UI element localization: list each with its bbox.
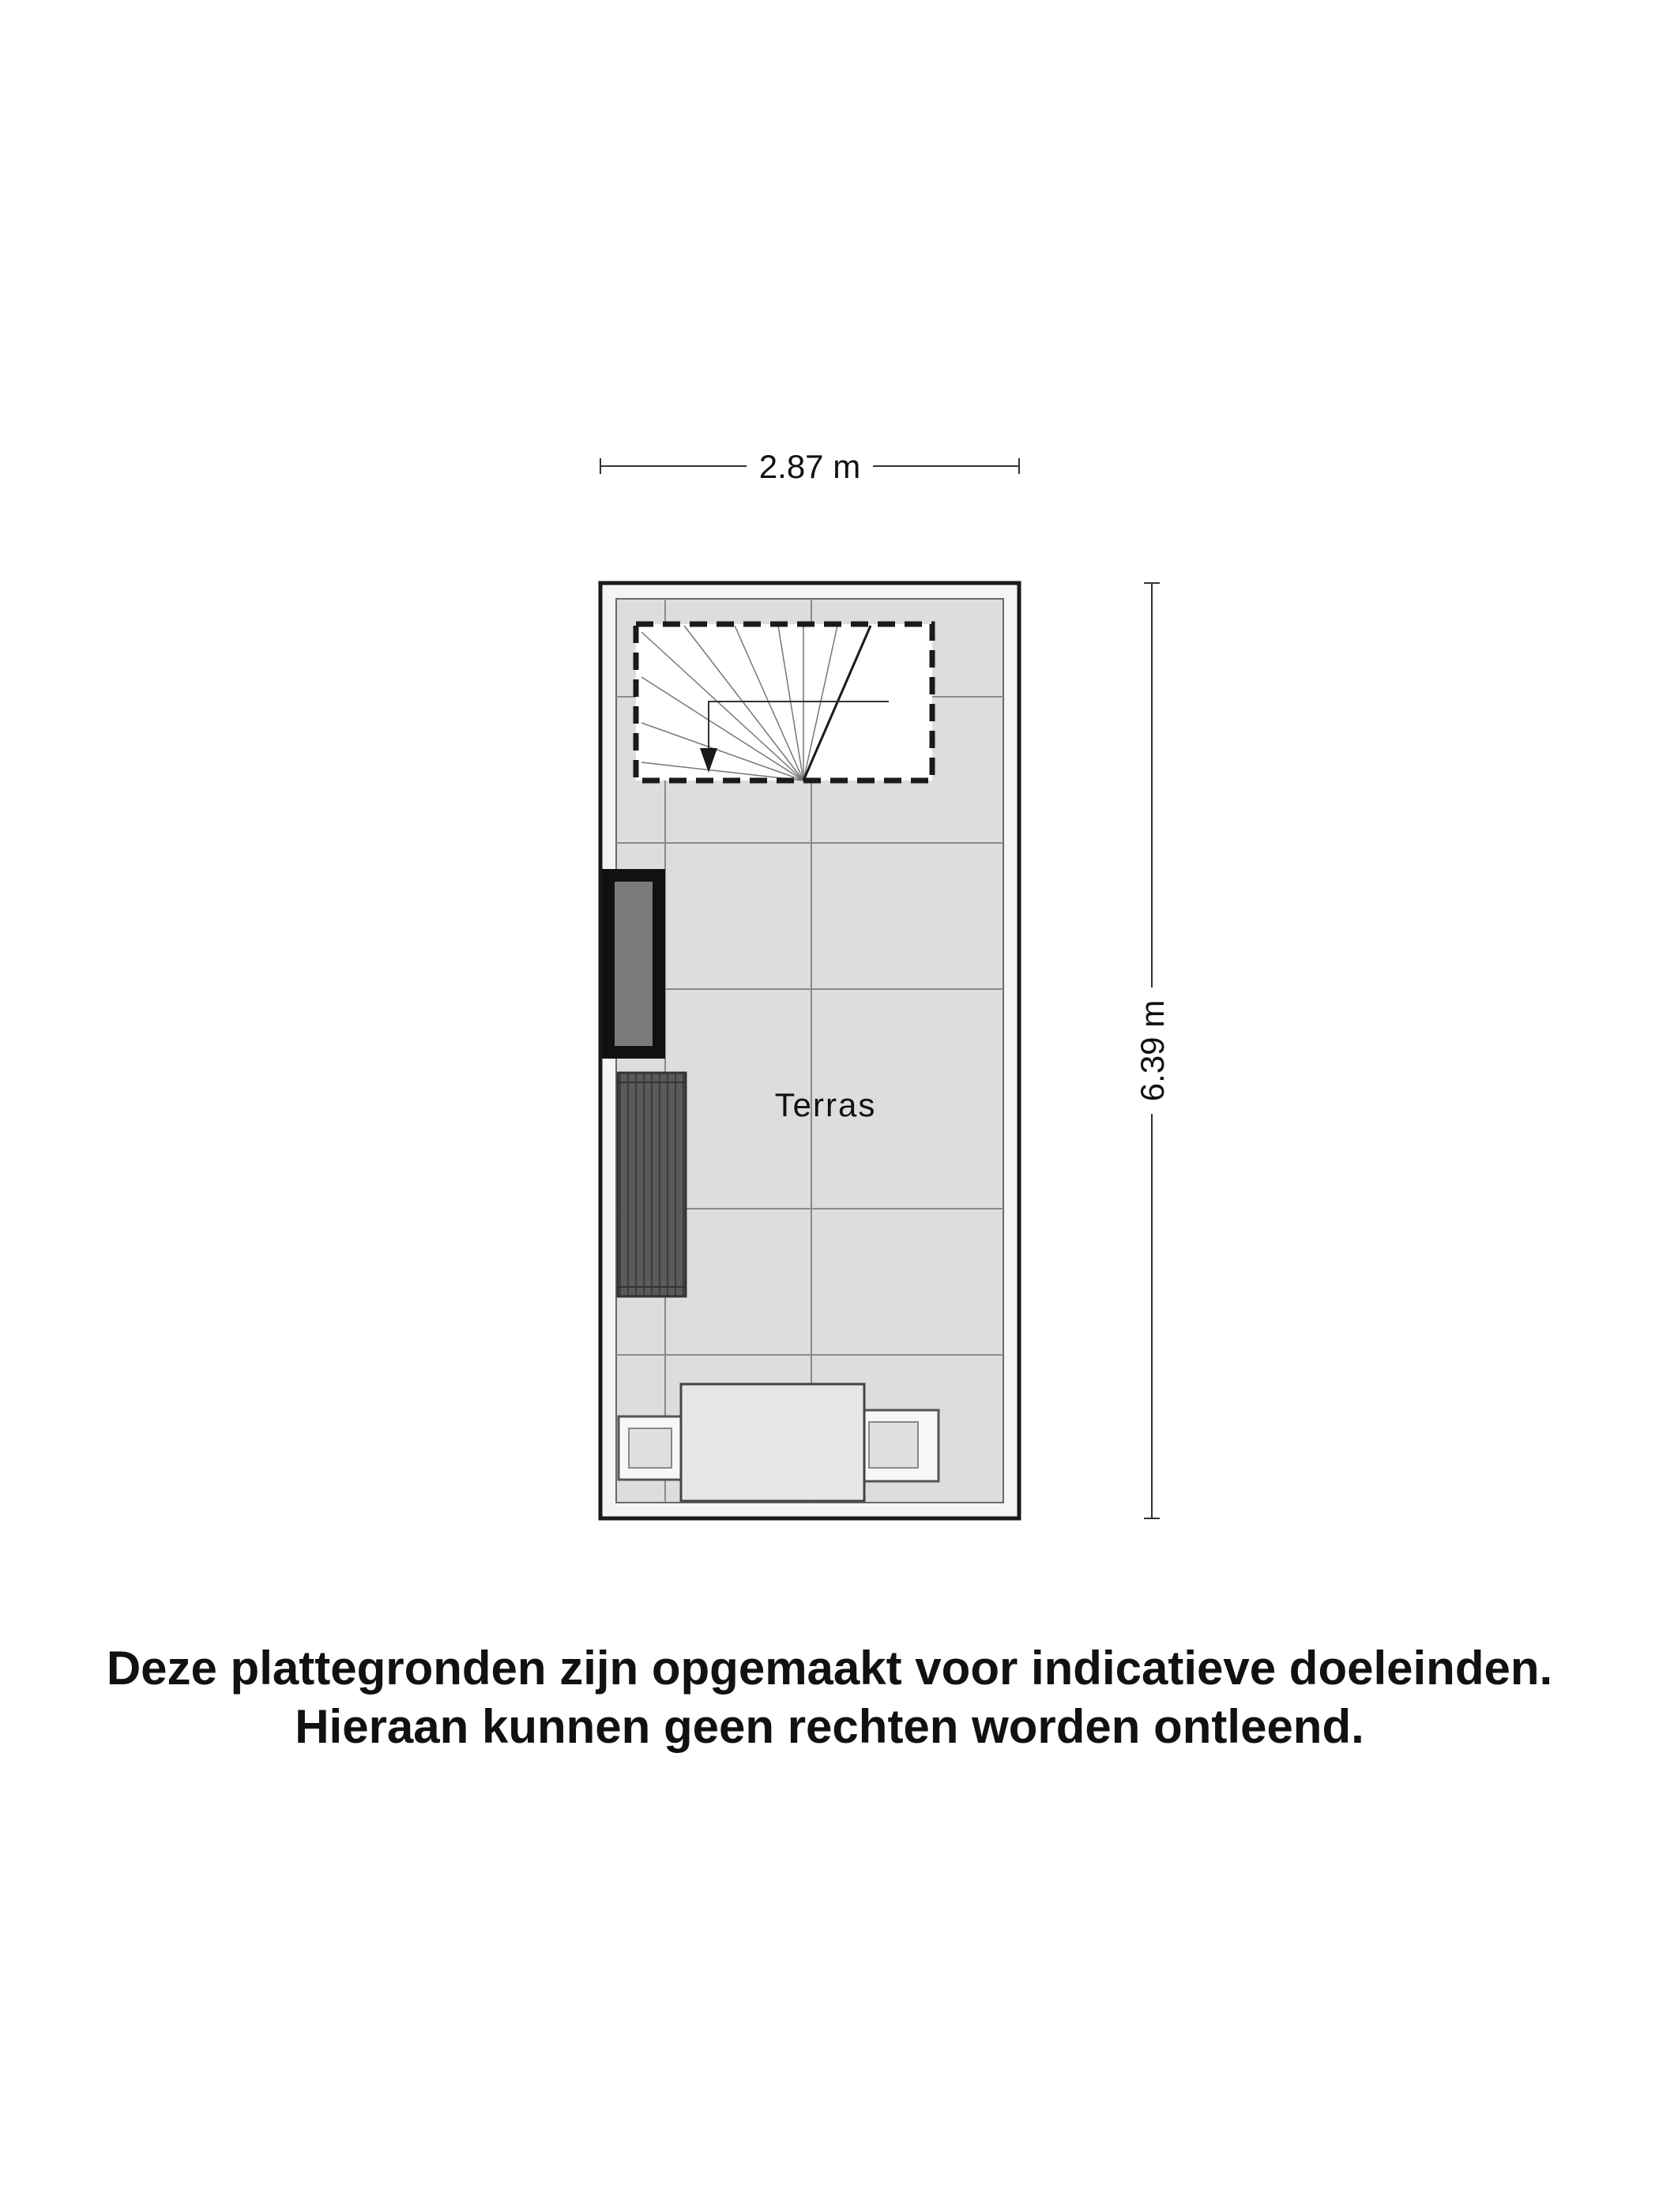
chair-left [619,1416,682,1480]
disclaimer [0,1639,1659,1756]
disclaimer-line-2: Hieraan kunnen geen rechten worden ontleend. [295,1700,1364,1753]
height-dimension [1134,583,1171,1518]
planter-box [602,869,665,1059]
staircase [636,624,932,781]
width-dimension [600,448,1019,485]
dining-table [681,1384,864,1501]
width-dimension-label: 2.87 m [758,448,861,485]
disclaimer-line-1: Deze plattegronden zijn opgemaakt voor indicatieve doeleinden. [106,1642,1553,1695]
room-label-terras: Terras [774,1086,877,1123]
chair-right [861,1410,939,1481]
height-dimension-label: 6.39 m [1134,999,1171,1102]
garden-bench [618,1073,686,1296]
